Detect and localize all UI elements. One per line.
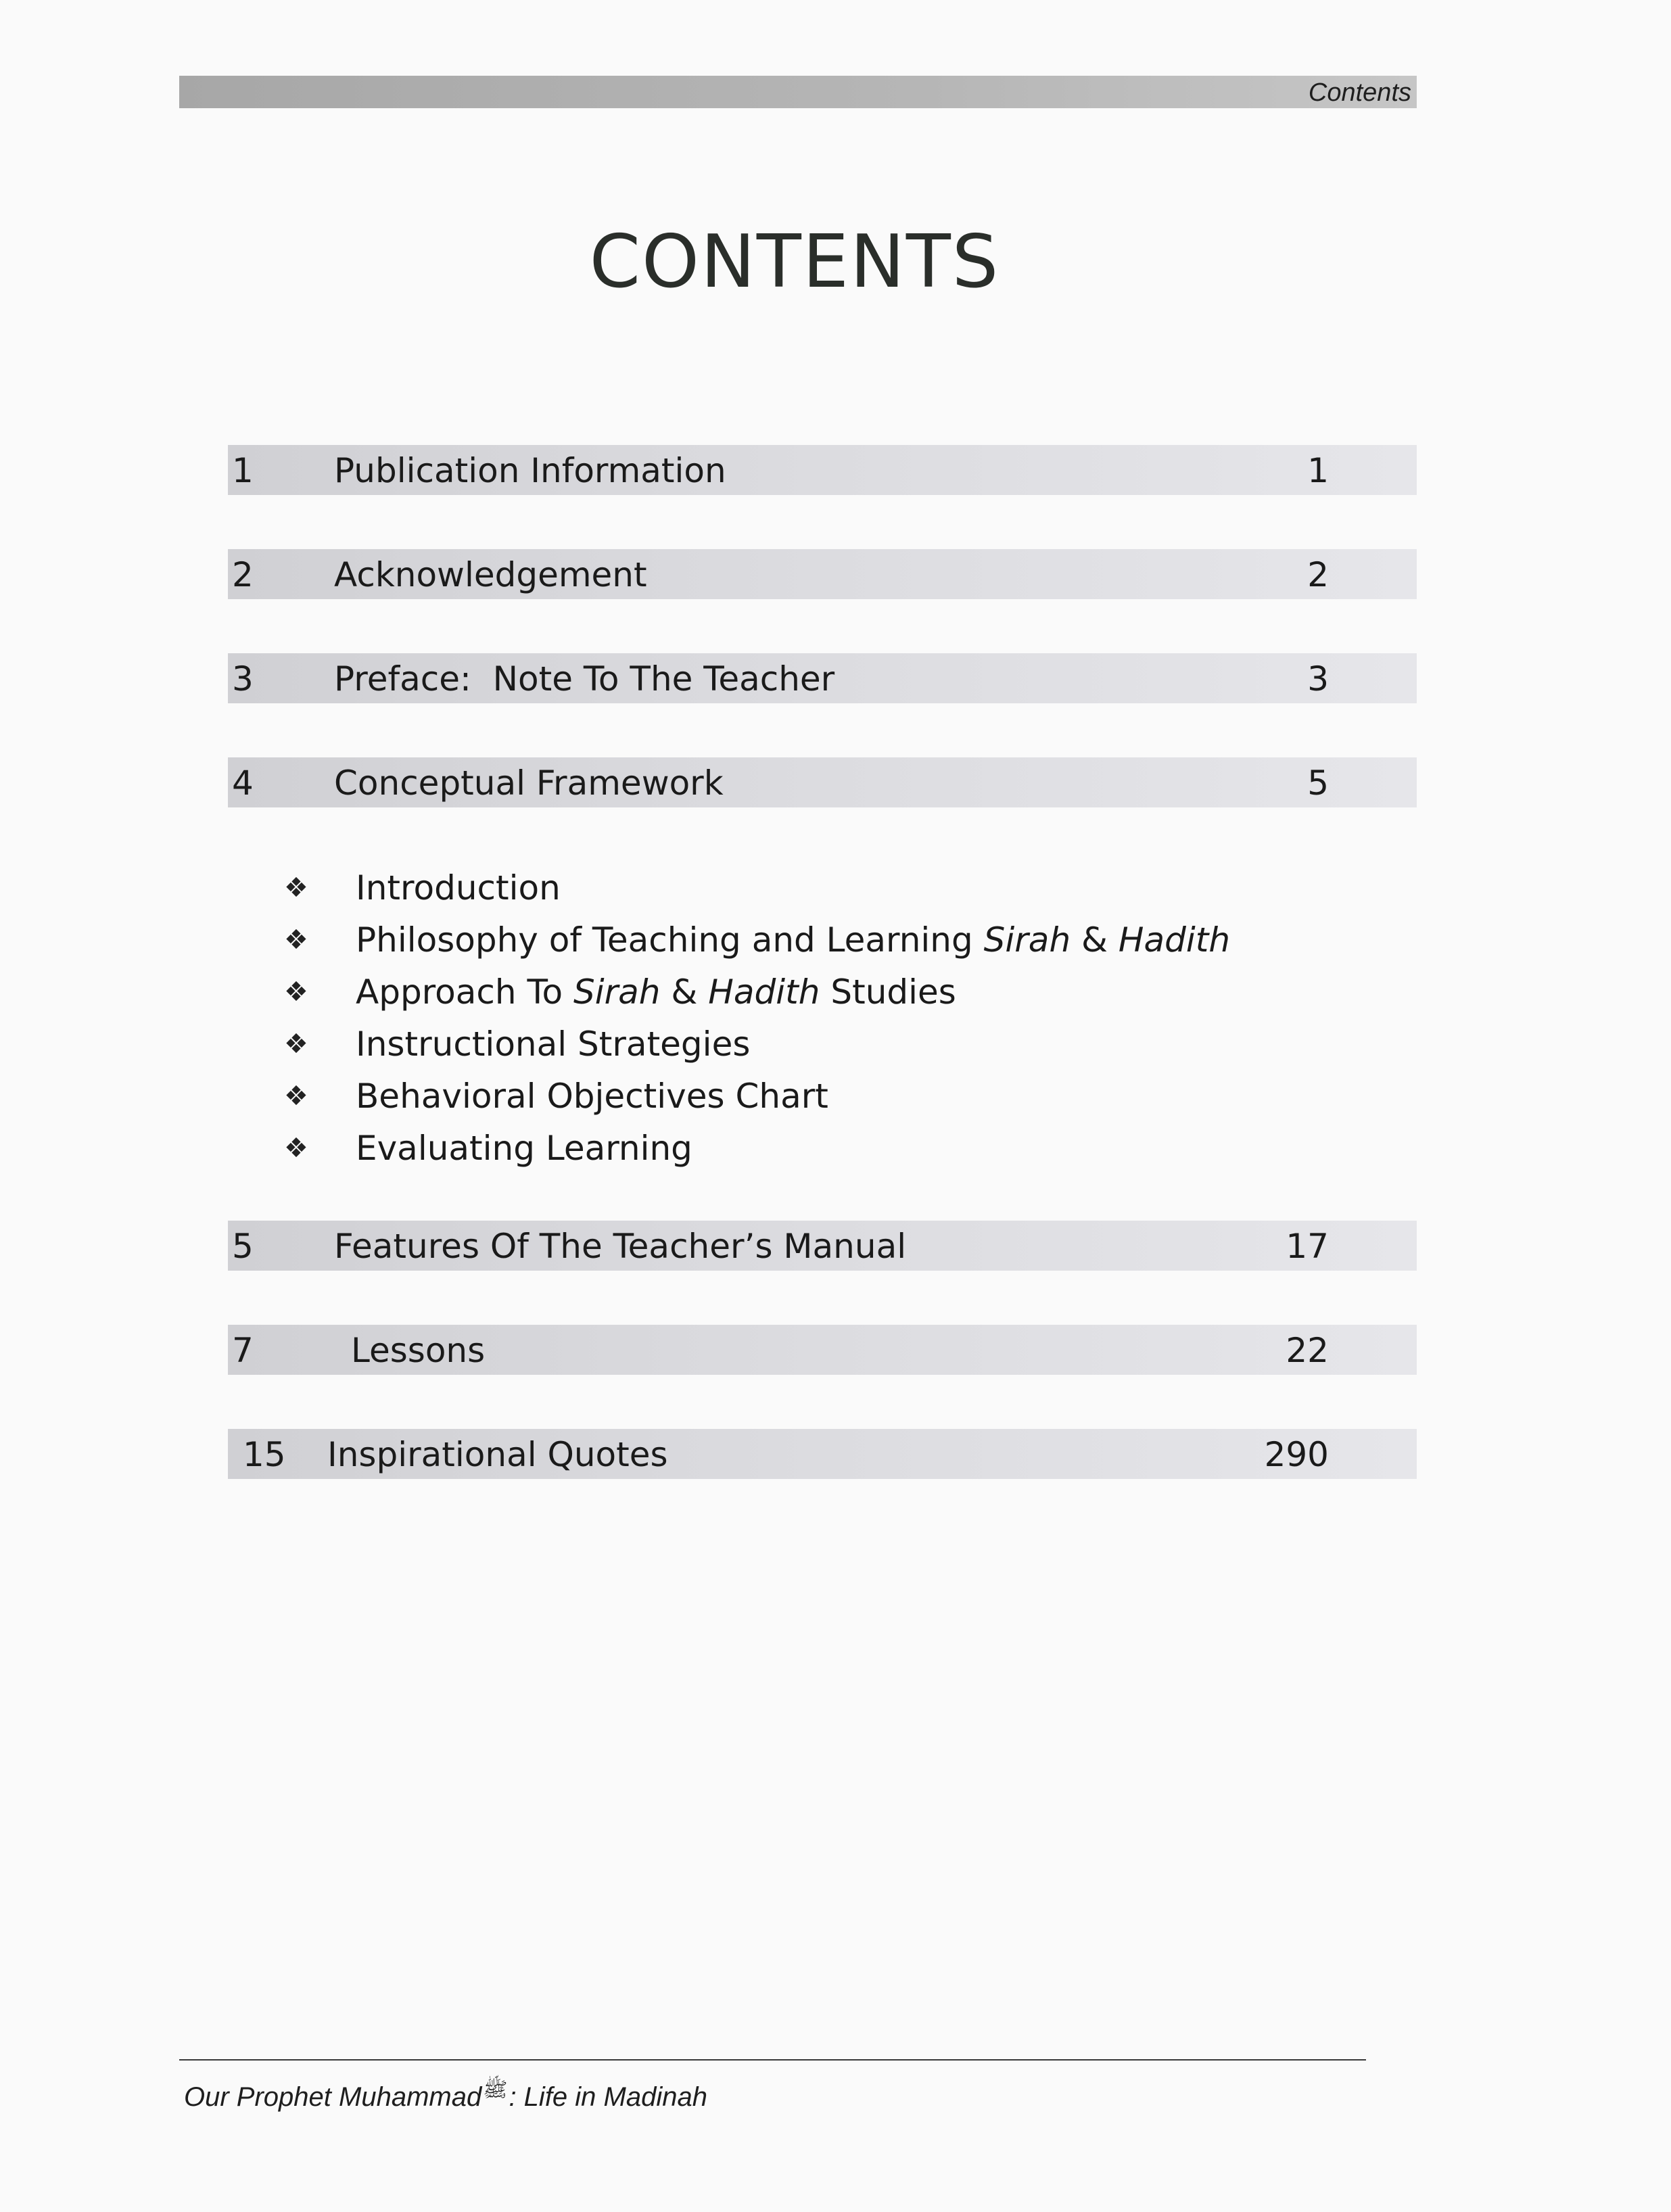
- diamond-bullet-icon: ❖: [284, 924, 308, 956]
- toc-entry-page: 5: [1307, 763, 1329, 803]
- subitem-label: [356, 966, 956, 1018]
- subitem-label-italic: Hadith: [1118, 920, 1231, 960]
- toc-entry-page: 22: [1286, 1331, 1329, 1370]
- toc-entry-features[interactable]: [228, 1221, 1417, 1271]
- subitem-label-part: Philosophy of Teaching and Learning: [356, 920, 984, 960]
- toc-entry-preface[interactable]: [228, 653, 1417, 703]
- toc-entry-number: 5: [232, 1227, 254, 1266]
- subitem-label-part: &: [1070, 920, 1119, 960]
- subitem-instructional-strategies[interactable]: [284, 1018, 1366, 1070]
- toc-entry-title: Preface: Note To The Teacher: [334, 659, 835, 699]
- honorific-icon: ﷺ: [483, 2079, 508, 2101]
- page-title: CONTENTS: [589, 220, 1000, 304]
- toc-entry-conceptual-framework[interactable]: [228, 757, 1417, 807]
- toc-entry-page: 2: [1307, 555, 1329, 594]
- toc-entry-number: 3: [232, 659, 254, 699]
- toc-entry-title: Inspirational Quotes: [327, 1435, 668, 1474]
- toc-entry-number: 15: [243, 1435, 286, 1474]
- subitem-label: Instructional Strategies: [356, 1025, 751, 1064]
- footer-book-title: [184, 2077, 707, 2113]
- diamond-bullet-icon: ❖: [284, 872, 308, 903]
- subitem-introduction[interactable]: [284, 862, 1366, 914]
- toc-entry-title: Conceptual Framework: [334, 763, 724, 803]
- toc-entry-title: Acknowledgement: [334, 555, 647, 594]
- toc-entry-publication-information[interactable]: [228, 445, 1417, 495]
- footer-title-part: : Life in Madinah: [509, 2082, 707, 2112]
- footer-divider: [179, 2059, 1366, 2061]
- subitem-label-italic: Sirah: [573, 972, 661, 1012]
- toc-entry-acknowledgement[interactable]: [228, 549, 1417, 599]
- toc-entry-lessons[interactable]: [228, 1325, 1417, 1375]
- subitem-label-part: Studies: [820, 972, 956, 1012]
- subitem-behavioral-objectives-chart[interactable]: [284, 1070, 1366, 1123]
- toc-entry-title: Lessons: [351, 1331, 486, 1370]
- footer-title-part: Our Prophet Muhammad: [184, 2082, 482, 2112]
- subitem-philosophy[interactable]: [284, 914, 1366, 966]
- toc-entry-inspirational-quotes[interactable]: [228, 1429, 1417, 1479]
- conceptual-framework-sublist: [284, 862, 1366, 1175]
- subitem-label-italic: Sirah: [983, 920, 1071, 960]
- toc-entry-number: 1: [232, 451, 254, 490]
- diamond-bullet-icon: ❖: [284, 976, 308, 1008]
- toc-entry-number: 7: [232, 1331, 254, 1370]
- subitem-label: Evaluating Learning: [356, 1129, 692, 1168]
- subitem-label-italic: Hadith: [708, 972, 820, 1012]
- diamond-bullet-icon: ❖: [284, 1029, 308, 1060]
- subitem-label: [356, 914, 1230, 966]
- header-bar: [179, 76, 1417, 108]
- subitem-label: Introduction: [356, 868, 561, 908]
- toc-entry-number: 2: [232, 555, 254, 594]
- subitem-label-part: Approach To: [356, 972, 573, 1012]
- toc-entry-page: 3: [1307, 659, 1329, 699]
- toc-entry-number: 4: [232, 763, 254, 803]
- subitem-approach[interactable]: [284, 966, 1366, 1018]
- toc-entry-page: 1: [1307, 451, 1329, 490]
- diamond-bullet-icon: ❖: [284, 1133, 308, 1164]
- toc-entry-title: Features Of The Teacher’s Manual: [334, 1227, 907, 1266]
- diamond-bullet-icon: ❖: [284, 1081, 308, 1112]
- toc-entry-page: 17: [1286, 1227, 1329, 1266]
- toc-entry-title: Publication Information: [334, 451, 726, 490]
- subitem-evaluating-learning[interactable]: [284, 1123, 1366, 1175]
- toc-entry-page: 290: [1264, 1435, 1329, 1474]
- subitem-label: Behavioral Objectives Chart: [356, 1077, 828, 1116]
- section-label: Contents: [1308, 78, 1411, 107]
- subitem-label-part: &: [660, 972, 709, 1012]
